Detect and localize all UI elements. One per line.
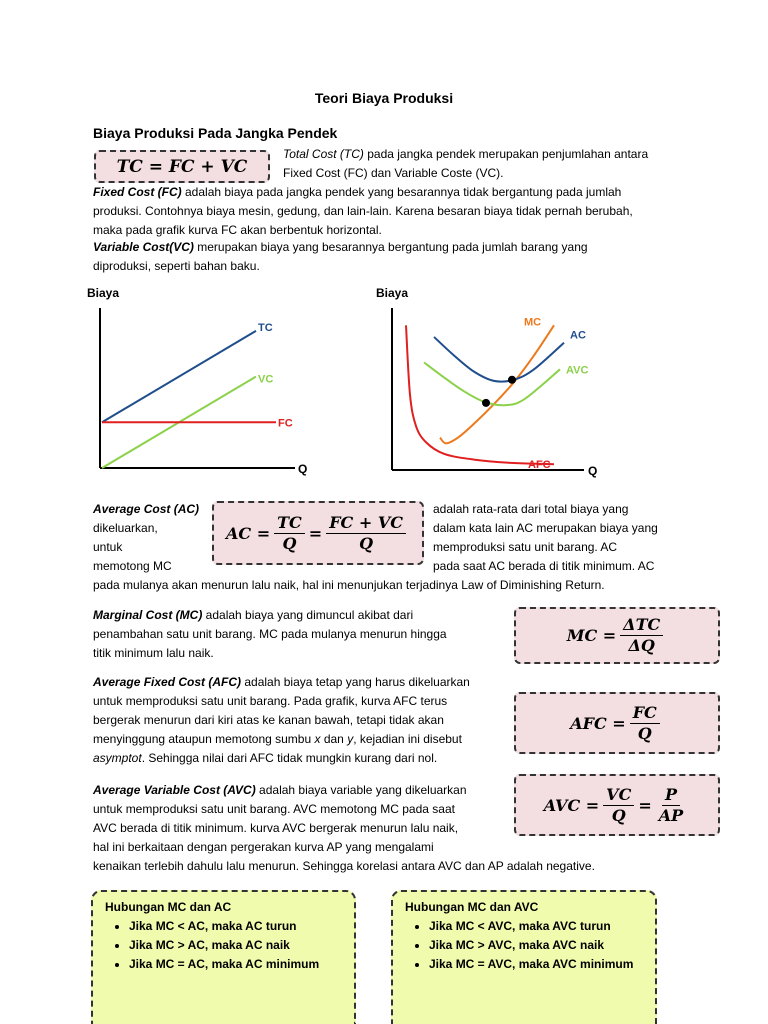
series-label-afc: AFC [528,459,551,472]
mc-ac-heading: Hubungan MC dan AC [105,900,232,914]
afc-line3: bergerak menurun dari kiri atas ke kanan bawah, tetapi tidak akan [93,713,444,727]
ac-paragraph-right [433,500,693,576]
afc-line5: . Sehingga nilai dari AFC tidak mungkin kurang dari nol. [141,751,438,765]
mc-avc-heading: Hubungan MC dan AVC [405,900,539,914]
vc-line1: merupakan biaya yang besarannya bergantung pada jumlah barang yang [193,240,588,254]
chart-tc-vc-fc [80,282,320,482]
mc-lhs: MC = [566,626,617,645]
afc-asymptot: asymptot [93,751,142,765]
tc-formula-box [94,150,270,183]
series-tc [102,331,256,422]
mc-frac-num: ΔTC [620,615,663,636]
fc-line3: maka pada grafik kurva FC akan berbentuk horizontal. [93,223,382,237]
avc-line5: kenaikan terlebih dahulu lalu menurun. Sehingga korelasi antara AVC dan AP adalah negative. [93,859,595,873]
avc-frac1 [603,785,634,826]
chart2-ylabel: Biaya [376,286,409,300]
ac-line5: pada mulanya akan menurun lalu naik, hal ini menunjukan terjadinya Law of Diminishing Return. [93,578,605,592]
ac-lhs: AC = [226,523,271,543]
mc-ac-item: • Jika MC = AC, maka AC minimum [129,955,342,974]
series-avc [424,362,560,405]
ac-left2: untuk [93,540,123,554]
series-label-tc: TC [258,321,273,334]
mc-ac-item: • Jika MC > AC, maka AC naik [129,936,342,955]
avc-line4: hal ini berkaitaan dengan pergerakan kurva AP yang mengalami [93,840,434,854]
afc-frac-den: Q [637,723,652,743]
ac-paragraph-left [93,500,213,576]
chart2-xlabel: Q [588,464,598,478]
avc-eq: = [638,795,652,815]
mc-avc-item: • Jika MC > AVC, maka AVC naik [429,936,643,955]
mc-avc-item: • Jika MC < AVC, maka AVC turun [429,917,643,936]
afc-line4b: , kejadian ini disebut [353,732,462,746]
mc-ac-relation-box [91,890,356,1024]
vc-term: Variable Cost(VC) [93,240,194,254]
series-label-mc: MC [524,316,542,329]
ac-frac2-den: Q [359,533,374,553]
afc-line1: adalah biaya tetap yang harus dikeluarkan [241,675,470,689]
afc-frac [630,703,660,744]
afc-term: Average Fixed Cost (AFC) [93,675,242,689]
ac-right3: memproduksi satu unit barang. AC [433,540,618,554]
ac-frac1 [274,513,305,554]
ac-left1: dikeluarkan, [93,521,158,535]
vc-paragraph [93,238,693,276]
vc-line2: diproduksi, seperti bahan baku. [93,259,260,273]
mc-frac [620,615,663,656]
ac-frac1-num: TC [274,513,305,534]
fc-term: Fixed Cost (FC) [93,185,182,199]
fc-line1: adalah biaya pada jangka pendek yang besarannya tidak bergantung pada jumlah [181,185,622,199]
fc-line2: produksi. Contohnya biaya mesin, gedung, dan lain-lain. Karena besaran biaya tidak pernah berubah, [93,204,633,218]
avc-formula-box [514,774,720,836]
series-label-avc: AVC [566,364,589,377]
tc-paragraph [283,145,683,183]
avc-frac2-num: P [662,785,680,806]
fc-paragraph [93,183,693,240]
ac-right4: pada saat AC berada di titik minimum. AC [433,559,655,573]
chart1-xlabel: Q [298,462,308,476]
mc-avc-relation-box [391,890,657,1024]
page-title: Teori Biaya Produksi [314,90,454,106]
tc-term: Total Cost (TC) [283,147,364,161]
mc-line1: adalah biaya yang dimuncul akibat dari [202,608,414,622]
afc-paragraph [93,673,513,768]
avc-frac2-den: AP [658,805,684,825]
series-label-ac: AC [570,329,586,342]
chart1-ylabel: Biaya [87,286,120,300]
intersection-point [482,399,490,407]
tc-formula: TC = FC + VC [116,156,248,177]
avc-frac2 [656,785,686,826]
ac-frac2 [326,513,406,554]
afc-frac-num: FC [630,703,660,724]
afc-formula-box [514,692,720,754]
ac-left3: memotong MC [93,559,172,573]
series-label-vc: VC [258,373,274,386]
ac-formula-box [212,501,424,565]
mc-paragraph [93,606,503,663]
mc-ac-item: • Jika MC < AC, maka AC turun [129,917,342,936]
series-mc [440,325,554,443]
mc-avc-item: • Jika MC = AVC, maka AVC minimum [429,955,643,974]
ac-term: Average Cost [93,502,171,516]
mc-formula-box [514,607,720,664]
avc-term: Average Variable Cost (AVC) [93,783,256,797]
afc-x-var: x [314,732,321,746]
ac-frac1-den: Q [282,533,297,553]
intersection-point [508,376,516,384]
avc-lhs: AVC = [543,795,600,815]
mc-term: Marginal Cost (MC) [93,608,203,622]
avc-line1: adalah biaya variable yang dikeluarkan [255,783,467,797]
ac-right2: dalam kata lain AC merupakan biaya yang [433,521,658,535]
afc-line2: untuk memproduksi satu unit barang. Pada grafik, kurva AFC terus [93,694,448,708]
afc-dan: dan [320,732,348,746]
chart-cost-curves [372,282,612,482]
mc-frac-den: ΔQ [628,636,655,655]
tc-line2: Fixed Cost (FC) dan Variable Coste (VC). [283,166,504,180]
section-heading: Biaya Produksi Pada Jangka Pendek [93,125,338,141]
tc-line1: pada jangka pendek merupakan penjumlahan antara [363,147,649,161]
mc-line3: titik minimum lalu naik. [93,646,214,660]
avc-line2: untuk memproduksi satu unit barang. AVC memotong MC pada saat [93,802,455,816]
ac-abbr: (AC) [170,502,200,516]
afc-lhs: AFC = [570,713,626,733]
ac-eq: = [308,523,323,543]
avc-frac1-den: Q [611,805,626,825]
afc-line4a: menyinggung ataupun memotong sumbu [93,732,315,746]
ac-frac2-num: FC + VC [326,513,406,534]
mc-line2: penambahan satu unit barang. MC pada mulanya menurun hingga [93,627,447,641]
avc-line3: AVC berada di titik minimum. kurva AVC bergerak menurun lalu naik, [93,821,459,835]
avc-frac1-num: VC [603,785,634,806]
series-ac [434,337,564,382]
afc-y-var: y [347,732,354,746]
series-label-fc: FC [278,417,293,430]
ac-right1: adalah rata-rata dari total biaya yang [433,502,629,516]
